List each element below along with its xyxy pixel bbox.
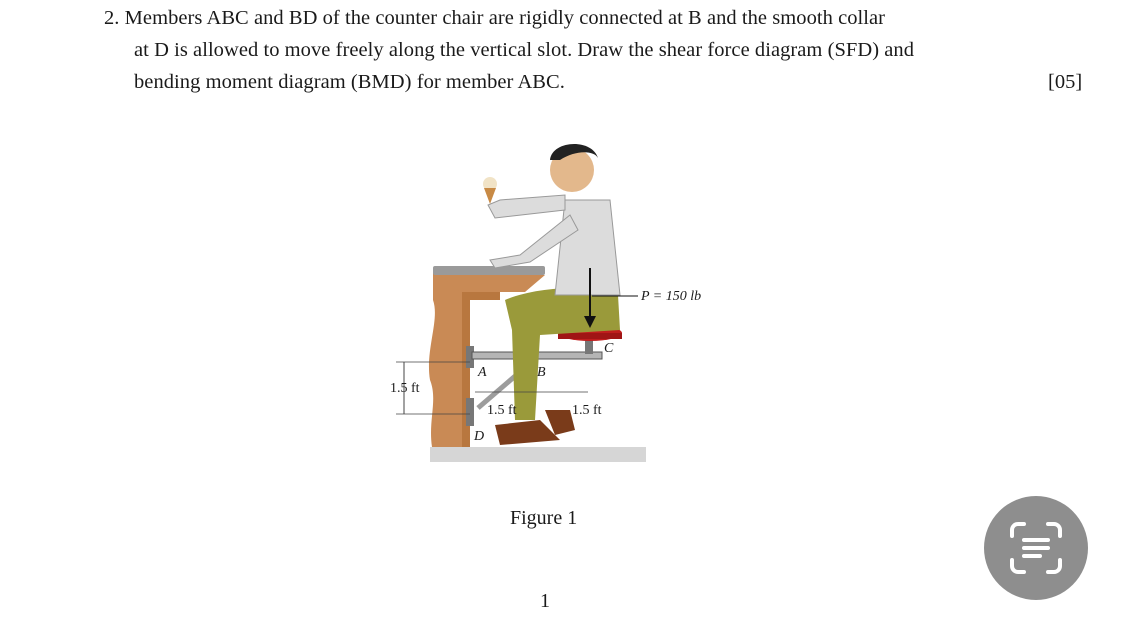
counter-top bbox=[433, 266, 545, 275]
point-b-label: B bbox=[537, 365, 546, 380]
point-d-label: D bbox=[474, 429, 485, 444]
figure-caption: Figure 1 bbox=[510, 507, 578, 529]
load-label: P = 150 lb bbox=[641, 289, 702, 304]
dim-left-label: 1.5 ft bbox=[487, 403, 517, 418]
point-c-label: C bbox=[604, 341, 614, 356]
figure-drawing bbox=[380, 135, 730, 470]
question-line-3: bending moment diagram (BMD) for member ABC. bbox=[134, 71, 565, 93]
text-scan-icon bbox=[1006, 518, 1066, 578]
person-torso bbox=[555, 200, 620, 295]
text-scan-button[interactable] bbox=[984, 496, 1088, 600]
counter-column bbox=[429, 272, 462, 447]
marks-label: [05] bbox=[1048, 71, 1083, 93]
dim-vertical-label: 1.5 ft bbox=[390, 381, 420, 396]
counter-chair-figure bbox=[380, 135, 730, 470]
floor bbox=[430, 447, 646, 462]
question-line-2: at D is allowed to move freely along the vertical slot. Draw the shear force diagram (SFD) and bbox=[134, 39, 915, 61]
page-number: 1 bbox=[540, 590, 550, 612]
vertical-slot-d bbox=[466, 398, 474, 426]
question-line-1: 2. Members ABC and BD of the counter chair are rigidly connected at B and the smooth collar bbox=[104, 7, 886, 29]
person-shoe bbox=[495, 420, 560, 445]
point-a-label: A bbox=[478, 365, 487, 380]
dim-right-label: 1.5 ft bbox=[572, 403, 602, 418]
